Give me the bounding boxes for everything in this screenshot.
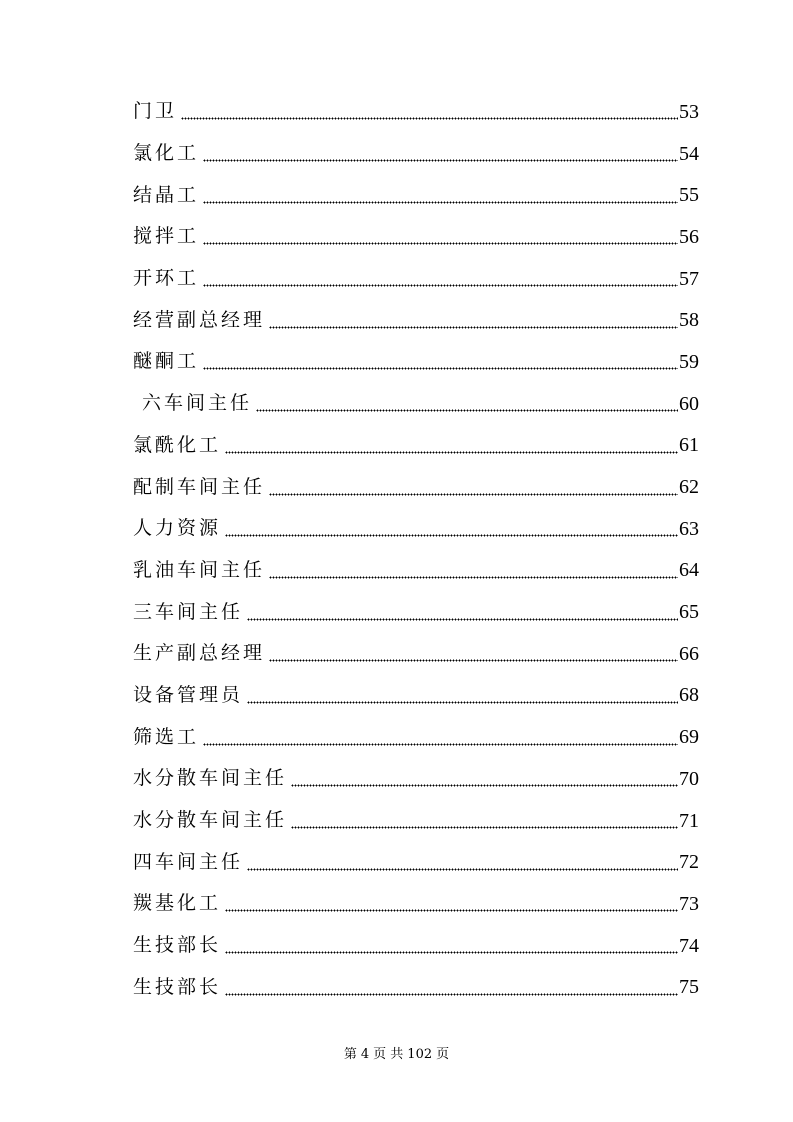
- footer-middle: 页 共: [373, 1047, 404, 1062]
- toc-entry-title: 三车间主任: [133, 600, 244, 623]
- dot-leader: [225, 978, 678, 997]
- toc-entry-title: 生技部长: [133, 934, 222, 957]
- toc-entry-page: 58: [679, 309, 699, 332]
- toc-entry[interactable]: [133, 591, 699, 633]
- toc-entry-page: 74: [679, 934, 699, 957]
- toc-entry-title: 结晶工: [133, 183, 200, 206]
- toc-entry-title: 氯化工: [133, 142, 200, 165]
- toc-entry[interactable]: [133, 883, 699, 925]
- toc-entry-title: 生产副总经理: [133, 642, 266, 665]
- toc-entry[interactable]: [133, 508, 699, 550]
- toc-entry-title: 经营副总经理: [133, 308, 266, 331]
- dot-leader: [203, 728, 678, 747]
- footer-suffix: 页: [436, 1047, 450, 1062]
- toc-entry-page: 65: [679, 601, 699, 624]
- toc-entry-page: 72: [679, 851, 699, 874]
- toc-entry-page: 64: [679, 559, 699, 582]
- toc-entry[interactable]: [133, 133, 699, 175]
- toc-entry-title: 六车间主任: [133, 392, 253, 415]
- toc-entry-page: 61: [679, 434, 699, 457]
- toc-entry-page: 60: [679, 392, 699, 415]
- toc-entry-page: 53: [679, 100, 699, 123]
- footer-total-pages: 102: [407, 1047, 433, 1062]
- toc-entry-title: 配制车间主任: [133, 475, 266, 498]
- toc-entry[interactable]: [133, 383, 699, 425]
- toc-entry[interactable]: [133, 341, 699, 383]
- dot-leader: [291, 769, 678, 788]
- toc-entry[interactable]: [133, 758, 699, 800]
- dot-leader: [291, 811, 678, 830]
- dot-leader: [225, 894, 678, 913]
- toc-entry-title: 门卫: [133, 100, 178, 123]
- toc-entry[interactable]: [133, 841, 699, 883]
- dot-leader: [203, 186, 678, 205]
- toc-entry[interactable]: [133, 550, 699, 592]
- toc-entry-page: 63: [679, 517, 699, 540]
- table-of-contents: [133, 91, 699, 1008]
- toc-entry[interactable]: [133, 258, 699, 300]
- dot-leader: [269, 561, 678, 580]
- dot-leader: [225, 436, 678, 455]
- toc-entry-title: 水分散车间主任: [133, 767, 288, 790]
- toc-entry[interactable]: [133, 675, 699, 717]
- toc-entry-title: 人力资源: [133, 517, 222, 540]
- dot-leader: [203, 144, 678, 163]
- dot-leader: [247, 853, 678, 872]
- toc-entry-page: 68: [679, 684, 699, 707]
- dot-leader: [181, 102, 678, 121]
- page-footer: [0, 1043, 793, 1062]
- toc-entry[interactable]: [133, 716, 699, 758]
- toc-entry[interactable]: [133, 425, 699, 467]
- dot-leader: [256, 394, 678, 413]
- toc-entry-title: 设备管理员: [133, 683, 244, 706]
- toc-entry[interactable]: [133, 216, 699, 258]
- toc-entry-page: 59: [679, 350, 699, 373]
- toc-entry[interactable]: [133, 466, 699, 508]
- toc-entry-page: 56: [679, 225, 699, 248]
- dot-leader: [203, 269, 678, 288]
- toc-entry-title: 四车间主任: [133, 850, 244, 873]
- toc-entry[interactable]: [133, 299, 699, 341]
- dot-leader: [225, 936, 678, 955]
- toc-entry-page: 71: [679, 809, 699, 832]
- toc-entry-title: 氯酰化工: [133, 433, 222, 456]
- toc-entry-title: 羰基化工: [133, 892, 222, 915]
- toc-entry-title: 醚酮工: [133, 350, 200, 373]
- toc-entry-page: 62: [679, 476, 699, 499]
- toc-entry[interactable]: [133, 633, 699, 675]
- dot-leader: [247, 603, 678, 622]
- toc-entry[interactable]: [133, 925, 699, 967]
- toc-entry-page: 54: [679, 142, 699, 165]
- dot-leader: [269, 311, 678, 330]
- dot-leader: [269, 644, 678, 663]
- toc-entry-page: 66: [679, 642, 699, 665]
- toc-entry-page: 55: [679, 184, 699, 207]
- toc-entry[interactable]: [133, 91, 699, 133]
- dot-leader: [247, 686, 678, 705]
- toc-entry-title: 水分散车间主任: [133, 809, 288, 832]
- dot-leader: [225, 519, 678, 538]
- toc-entry[interactable]: [133, 966, 699, 1008]
- dot-leader: [203, 227, 678, 246]
- toc-entry-page: 70: [679, 767, 699, 790]
- toc-entry-page: 73: [679, 892, 699, 915]
- toc-entry-page: 69: [679, 726, 699, 749]
- toc-entry-page: 75: [679, 976, 699, 999]
- toc-entry-page: 57: [679, 267, 699, 290]
- toc-entry-title: 开环工: [133, 267, 200, 290]
- dot-leader: [203, 352, 678, 371]
- toc-entry[interactable]: [133, 174, 699, 216]
- footer-current-page: 4: [360, 1047, 370, 1062]
- dot-leader: [269, 478, 678, 497]
- footer-prefix: 第: [343, 1047, 357, 1062]
- toc-entry[interactable]: [133, 800, 699, 842]
- toc-entry-title: 搅拌工: [133, 225, 200, 248]
- toc-entry-title: 乳油车间主任: [133, 558, 266, 581]
- toc-entry-title: 生技部长: [133, 975, 222, 998]
- toc-entry-title: 筛选工: [133, 725, 200, 748]
